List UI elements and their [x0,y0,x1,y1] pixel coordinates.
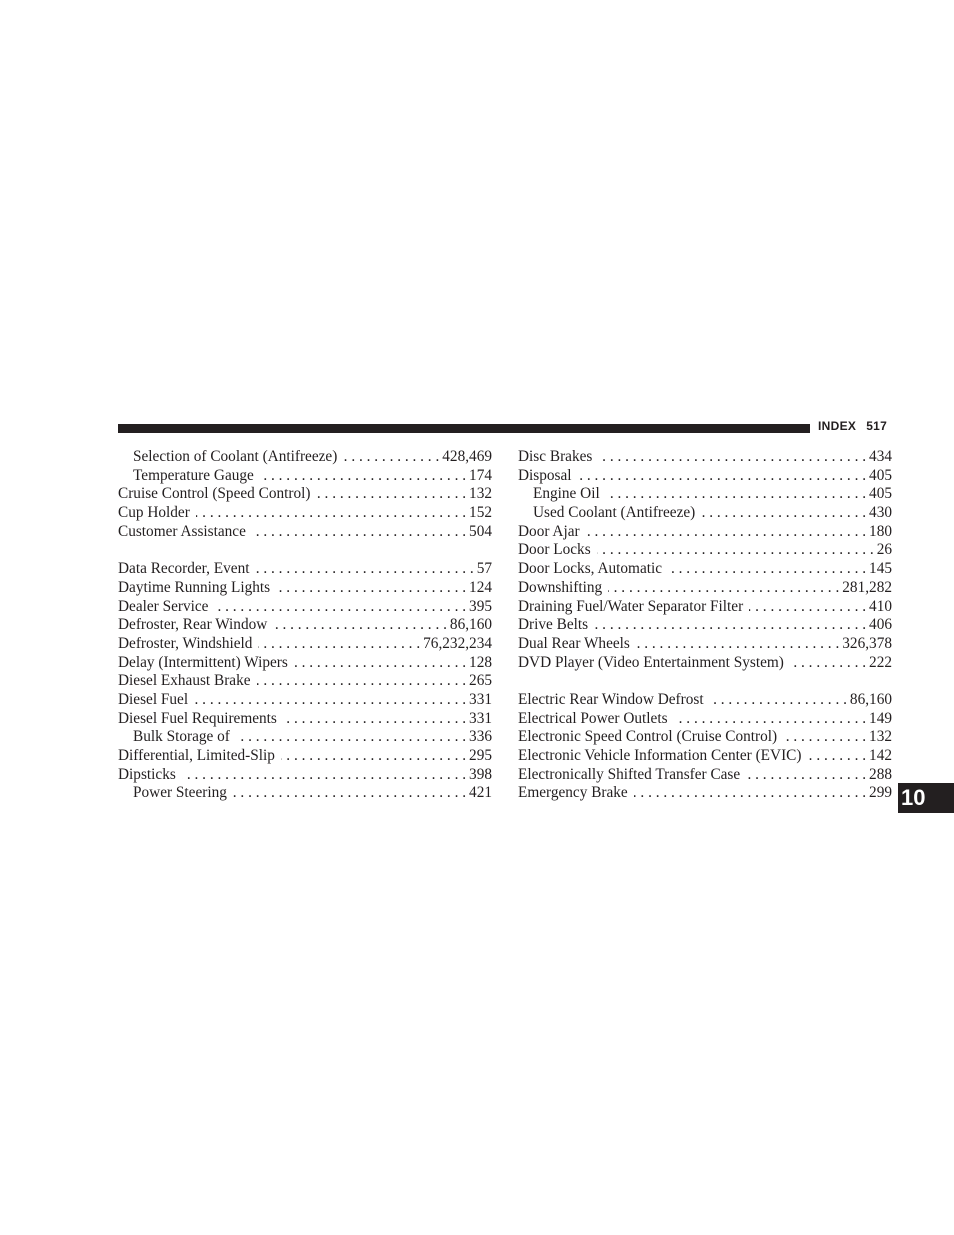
entry-page-ref: 222 [869,653,892,671]
entry-label: Disc Brakes [518,448,593,465]
index-entry [518,766,892,785]
index-subentry [118,784,492,803]
dot-leader [273,616,447,635]
entry-page-ref: 265 [469,672,492,690]
entry-label: Defroster, Rear Window [118,616,268,634]
entry-page-ref: 142 [869,747,892,764]
index-entry [118,710,492,729]
entry-label: Used Coolant (Antifreeze) [533,504,696,522]
entry-page-ref: 398 [469,765,492,783]
dot-leader [281,747,466,766]
entry-label: Selection of Coolant (Antifreeze) [133,448,338,465]
dot-leader [255,560,473,579]
index-entry [518,541,892,560]
entry-label: Bulk Storage of [133,728,230,746]
entry-page-ref: 57 [476,560,492,578]
dot-leader [252,523,466,542]
index-entry [518,728,892,747]
entry-page-ref: 295 [469,747,492,764]
index-entry [118,654,492,673]
dot-leader [746,766,866,785]
index-entry [118,635,492,654]
index-subentry [118,467,492,486]
entry-label: Electronically Shifted Transfer Case [518,765,741,783]
entry-page-ref: 145 [869,560,892,578]
entry-label: Cruise Control (Speed Control) [118,485,311,503]
index-entry [518,710,892,729]
entry-label: Customer Assistance [118,522,246,540]
entry-page-ref: 174 [469,466,492,484]
index-spacer [518,672,892,691]
entry-label: Door Locks [518,541,591,559]
section-title: INDEX [818,419,857,433]
entry-page-ref: 428,469 [442,448,492,465]
entry-page-ref: 405 [869,466,892,484]
entry-label: Defroster, Windshield [118,634,253,652]
entry-label: Dealer Service [118,597,209,615]
entry-label: Temperature Gauge [133,466,254,484]
entry-label: Electric Rear Window Defrost [518,690,704,708]
running-header [818,419,887,433]
entry-label: Cup Holder [118,504,190,522]
entry-page-ref: 26 [876,541,892,559]
entry-label: Drive Belts [518,616,589,634]
entry-page-ref: 326,378 [842,634,892,652]
entry-label: Door Locks, Automatic [518,560,663,578]
index-entry [518,598,892,617]
entry-page-ref: 331 [469,690,492,708]
dot-leader [294,654,466,673]
dot-leader [283,710,466,729]
index-entry [118,616,492,635]
entry-label: Emergency Brake [518,784,628,802]
dot-leader [634,784,866,803]
entry-label: Diesel Fuel [118,690,189,708]
index-column-right [518,448,892,803]
entry-page-ref: 86,160 [849,690,892,708]
entry-label: Engine Oil [533,485,600,503]
entry-label: Door Ajar [518,522,580,540]
index-entry [118,766,492,785]
dot-leader [636,635,839,654]
entry-label: Dipsticks [118,765,176,783]
entry-page-ref: 410 [869,597,892,615]
dot-leader [258,635,420,654]
entry-label: Diesel Fuel Requirements [118,709,277,727]
dot-leader [749,598,866,617]
entry-page-ref: 86,160 [449,616,492,634]
entry-page-ref: 124 [469,578,492,596]
entry-label: Differential, Limited-Slip [118,747,275,764]
entry-page-ref: 132 [869,728,892,746]
dot-leader [668,560,866,579]
entry-label: Electrical Power Outlets [518,709,668,727]
entry-label: Draining Fuel/Water Separator Filter [518,597,744,615]
index-subentry [118,448,492,467]
dot-leader [276,579,466,598]
entry-page-ref: 434 [869,448,892,465]
entry-page-ref: 421 [469,784,492,802]
entry-page-ref: 504 [469,522,492,540]
dot-leader [594,616,866,635]
dot-leader [606,485,866,504]
dot-leader [598,448,866,467]
entry-label: Data Recorder, Event [118,560,250,578]
entry-page-ref: 128 [469,653,492,671]
dot-leader [674,710,867,729]
index-entry [118,691,492,710]
dot-leader [194,691,466,710]
index-entry [118,672,492,691]
entry-page-ref: 132 [469,485,492,503]
entry-page-ref: 299 [869,784,892,802]
dot-leader [196,504,466,523]
dot-leader [260,467,466,486]
entry-page-ref: 288 [869,765,892,783]
index-entry [118,747,492,766]
entry-page-ref: 336 [469,728,492,746]
entry-page-ref: 331 [469,709,492,727]
dot-leader [807,747,866,766]
entry-page-ref: 395 [469,597,492,615]
index-entry [518,560,892,579]
entry-page-ref: 405 [869,485,892,503]
index-spacer [118,541,492,560]
header-rule [118,424,810,433]
entry-label: Dual Rear Wheels [518,634,630,652]
index-entry [518,467,892,486]
dot-leader [257,672,467,691]
index-entry [518,523,892,542]
index-entry [518,747,892,766]
dot-leader [236,728,466,747]
page-number: 517 [866,419,888,433]
index-subentry [518,504,892,523]
dot-leader [783,728,866,747]
entry-label: Electronic Vehicle Information Center (EVIC) [518,747,802,764]
index-entry [518,579,892,598]
index-subentry [118,728,492,747]
index-entry [118,579,492,598]
dot-leader [578,467,867,486]
entry-page-ref: 149 [869,709,892,727]
entry-label: Electronic Speed Control (Cruise Control) [518,728,778,746]
dot-leader [214,598,466,617]
dot-leader [233,784,466,803]
dot-leader [343,448,439,467]
dot-leader [182,766,466,785]
index-entry [518,448,892,467]
index-entry [118,504,492,523]
dot-leader [790,654,866,673]
index-entry [118,485,492,504]
index-entry [118,560,492,579]
index-entry [118,523,492,542]
dot-leader [710,691,847,710]
index-entry [118,598,492,617]
index-entry [518,784,892,803]
dot-leader [316,485,466,504]
entry-label: Daytime Running Lights [118,578,271,596]
index-entry [518,635,892,654]
index-entry [518,691,892,710]
entry-page-ref: 76,232,234 [423,634,492,652]
index-column-left [118,448,492,803]
entry-label: Disposal [518,466,572,484]
entry-label: Diesel Exhaust Brake [118,672,251,690]
entry-page-ref: 281,282 [842,578,892,596]
dot-leader [586,523,866,542]
entry-label: Downshifting [518,578,603,596]
dot-leader [597,541,874,560]
index-entry [518,654,892,673]
dot-leader [701,504,866,523]
entry-page-ref: 180 [869,522,892,540]
entry-page-ref: 152 [469,504,492,522]
dot-leader [608,579,839,598]
entry-page-ref: 430 [869,504,892,522]
chapter-tab: 10 [898,783,954,813]
entry-label: Delay (Intermittent) Wipers [118,653,288,671]
index-subentry [518,485,892,504]
entry-label: Power Steering [133,784,227,802]
entry-label: DVD Player (Video Entertainment System) [518,653,784,671]
entry-page-ref: 406 [869,616,892,634]
index-entry [518,616,892,635]
